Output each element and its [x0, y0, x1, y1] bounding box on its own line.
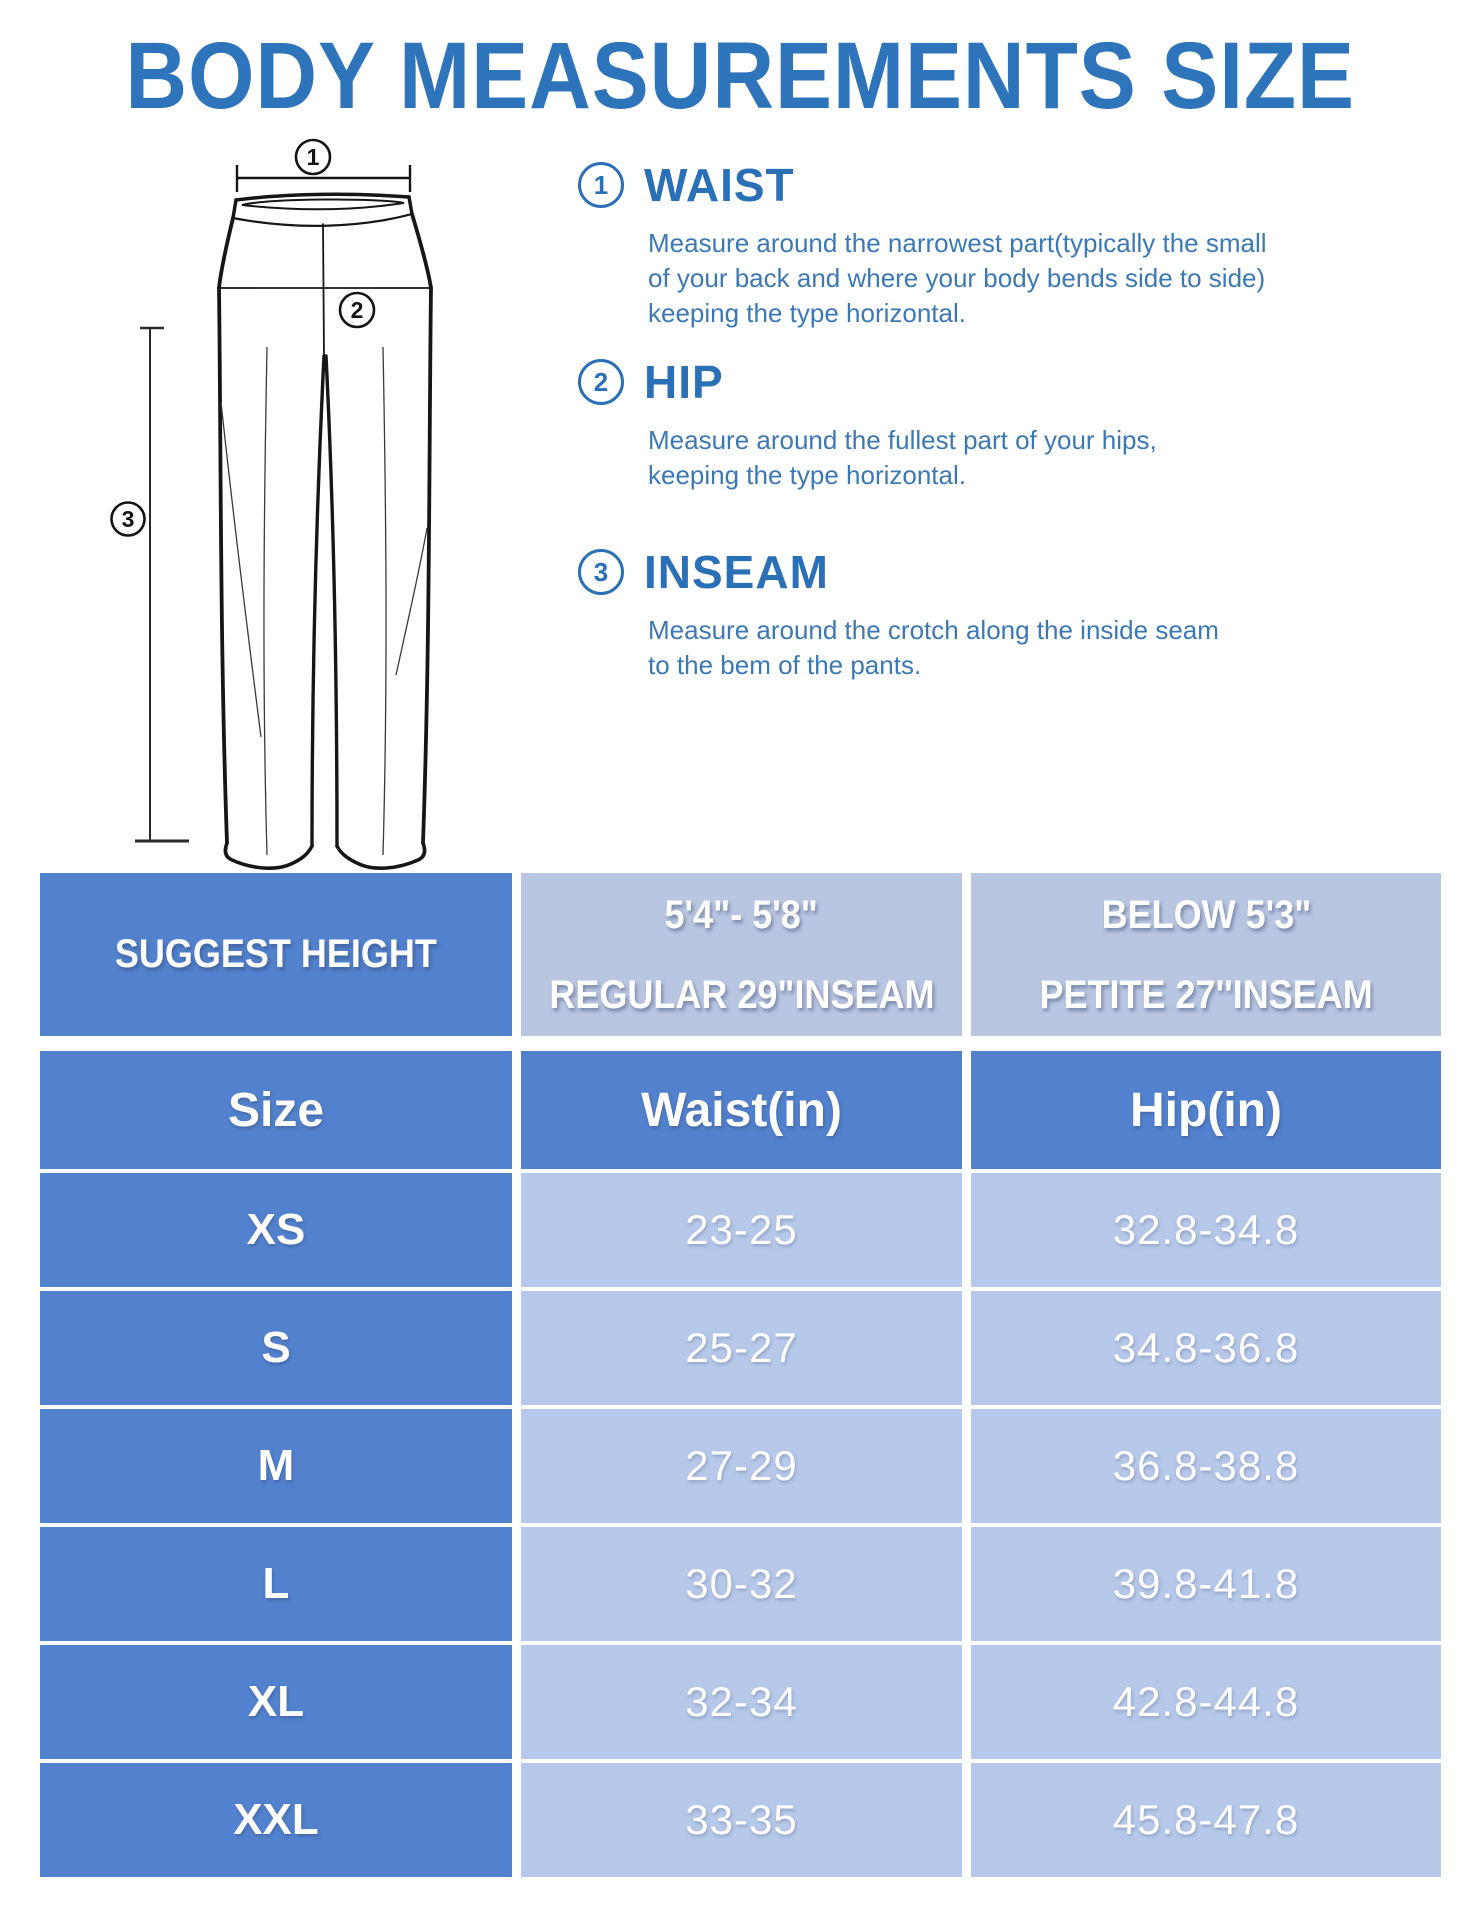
waist-description-line3: keeping the type horizontal.	[648, 298, 966, 328]
table-row-xxl	[40, 1763, 1441, 1877]
callout-3-number: 3	[121, 506, 135, 532]
hip-description-line2: keeping the type horizontal.	[648, 460, 966, 490]
size-cell: XXL	[40, 1763, 512, 1877]
regular-height-range: 5'4"- 5'8"	[664, 893, 819, 937]
callout-3-icon	[112, 503, 145, 536]
size-column-header: Size	[40, 1051, 512, 1169]
section-waist	[578, 158, 1278, 331]
table-row-xl	[40, 1645, 1441, 1759]
suggest-height-label: SUGGEST HEIGHT	[114, 932, 438, 976]
hip-cell: 32.8-34.8	[971, 1173, 1441, 1287]
inseam-description-line2: to the bem of the pants.	[648, 650, 922, 680]
callout-1-icon	[296, 140, 330, 174]
pants-crease-lines	[221, 347, 427, 855]
hip-number-badge: 2	[578, 359, 624, 405]
callout-1-number: 1	[306, 144, 320, 170]
table-column-header-row	[40, 1051, 1441, 1169]
waist-description	[648, 226, 1278, 331]
section-inseam	[578, 545, 1278, 683]
section-waist-header	[578, 158, 1278, 212]
size-cell: L	[40, 1527, 512, 1641]
regular-height-cell	[521, 873, 962, 1036]
petite-height-range: BELOW 5'3"	[1101, 893, 1311, 937]
hip-cell: 42.8-44.8	[971, 1645, 1441, 1759]
petite-inseam-label: PETITE 27''INSEAM	[1039, 973, 1373, 1017]
table-group-header-row	[40, 873, 1441, 1036]
suggest-height-cell	[40, 873, 512, 1036]
hip-description-line1: Measure around the fullest part of your hips,	[648, 425, 1157, 455]
size-table	[40, 873, 1441, 1877]
section-hip	[578, 355, 1278, 493]
size-cell: XL	[40, 1645, 512, 1759]
inseam-measure-line	[135, 328, 189, 841]
page-title-text: BODY MEASUREMENTS SIZE	[125, 23, 1356, 129]
callout-2-icon	[340, 293, 374, 327]
inseam-description-line1: Measure around the crotch along the inside seam	[648, 615, 1219, 645]
waist-description-line2: of your back and where your body bends side to side)	[648, 263, 1266, 293]
table-row-l	[40, 1527, 1441, 1641]
petite-height-cell	[971, 873, 1441, 1036]
waist-cell: 23-25	[521, 1173, 962, 1287]
regular-inseam-label: REGULAR 29"INSEAM	[548, 973, 935, 1017]
pants-diagram	[90, 115, 490, 875]
inseam-description	[648, 613, 1278, 683]
size-cell: XS	[40, 1173, 512, 1287]
hip-cell: 39.8-41.8	[971, 1527, 1441, 1641]
inseam-number-badge: 3	[578, 549, 624, 595]
waist-cell: 30-32	[521, 1527, 962, 1641]
waist-cell: 33-35	[521, 1763, 962, 1877]
pants-outline	[219, 194, 431, 868]
callout-2-number: 2	[350, 297, 364, 323]
section-hip-header	[578, 355, 1278, 409]
inseam-heading: INSEAM	[644, 546, 829, 598]
waist-column-header: Waist(in)	[521, 1051, 962, 1169]
size-cell: S	[40, 1291, 512, 1405]
table-row-m	[40, 1409, 1441, 1523]
hip-cell: 34.8-36.8	[971, 1291, 1441, 1405]
section-inseam-header	[578, 545, 1278, 599]
waist-cell: 27-29	[521, 1409, 962, 1523]
table-row-xs	[40, 1173, 1441, 1287]
waist-cell: 25-27	[521, 1291, 962, 1405]
hip-cell: 36.8-38.8	[971, 1409, 1441, 1523]
hip-description	[648, 423, 1278, 493]
waist-cell: 32-34	[521, 1645, 962, 1759]
table-row-s	[40, 1291, 1441, 1405]
hip-cell: 45.8-47.8	[971, 1763, 1441, 1877]
size-cell: M	[40, 1409, 512, 1523]
waist-description-line1: Measure around the narrowest part(typically the small	[648, 228, 1267, 258]
hip-heading: HIP	[644, 356, 724, 408]
waist-heading: WAIST	[644, 159, 795, 211]
waist-number-badge: 1	[578, 162, 624, 208]
hip-column-header: Hip(in)	[971, 1051, 1441, 1169]
